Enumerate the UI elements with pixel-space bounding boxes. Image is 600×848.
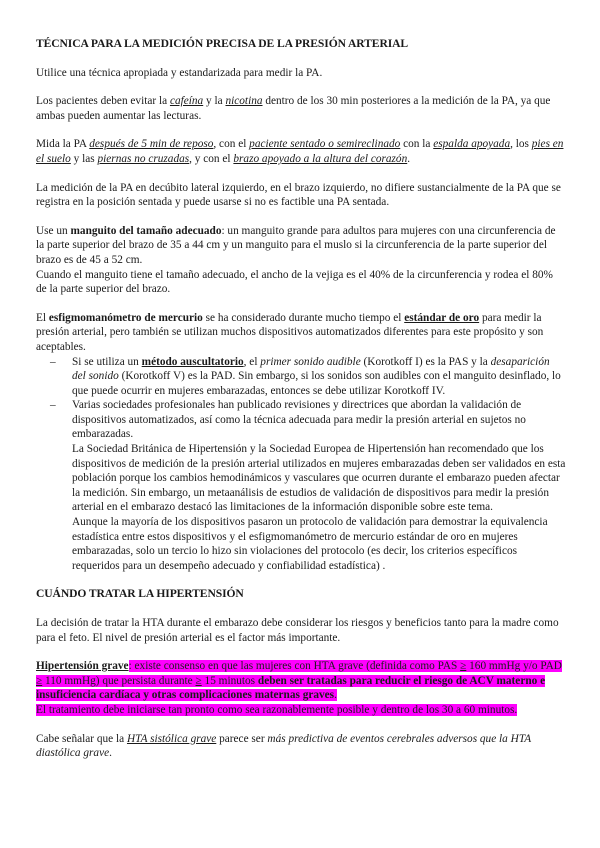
paragraph-avoid-stimulants	[36, 94, 566, 123]
text-run: .	[109, 747, 112, 760]
text-run: (Korotkoff V) es la PAD. Sin embargo, si los sonidos son audibles con el manguito desinflado, lo que puede ocurrir en mujeres embarazadas, entonces se debe utilizar Korotkoff IV.	[72, 370, 561, 397]
text-run: , con el	[213, 138, 250, 151]
paragraph-intro: Utilice una técnica apropiada y estandarizada para medir la PA.	[36, 66, 323, 79]
list-item-validation	[72, 398, 566, 573]
term-auscultatory-method: método auscultatorio	[141, 355, 244, 368]
paragraph-cuff-size	[36, 224, 566, 268]
term-caffeine: cafeína	[169, 95, 204, 108]
text-run: .	[334, 689, 337, 702]
text-run: Mida la PA	[36, 138, 90, 151]
text-run: : existe consenso en que las mujeres con HTA grave (definida como PAS	[128, 660, 461, 673]
term-arm-heart-level: brazo apoyado a la altura del corazón	[233, 152, 408, 165]
text-run: 110 mmHg) que persista durante	[42, 674, 196, 687]
text-run: y la	[203, 95, 226, 108]
term-sound-disappearance: desaparición del sonido	[72, 355, 550, 383]
term-legs-uncrossed: piernas no cruzadas	[97, 152, 190, 165]
text-run: , los	[510, 138, 532, 151]
text-run: , el	[243, 355, 261, 368]
text-run: se ha considerado durante mucho tiempo el	[202, 311, 405, 324]
text-run: : un manguito grande para adultos para mujeres con una circunferencia de la parte superior del brazo de 35 a 44 cm y un manguito para el muslo si la circunferencia de la parte superior del brazo es de 45 a 52 cm.	[36, 224, 556, 266]
term-first-sound: primer sonido audible	[260, 355, 361, 368]
text-run: Use un	[36, 224, 71, 237]
term-gold-standard: estándar de oro	[404, 311, 480, 324]
paragraph-severe-hypertension	[36, 659, 566, 703]
term-back-supported: espalda apoyada	[433, 138, 511, 151]
text-run: dentro de los 30 min posteriores a la medición de la PA, ya que ambas pueden aumentar las lecturas.	[36, 95, 551, 122]
document-page	[36, 37, 566, 761]
term-severe-systolic: HTA sistólica grave	[126, 732, 217, 745]
text-run: .	[407, 152, 411, 165]
text-run: para medir la presión arterial, pero también se utilizan muchos dispositivos automatizados diferentes para este propósito y son aceptables.	[36, 311, 544, 353]
text-run: 160 mmHg y/o PAD	[466, 660, 562, 673]
text-run: El	[36, 311, 49, 324]
text-run: Los pacientes deben evitar la	[36, 95, 170, 108]
symbol-geq: ≥	[36, 674, 43, 687]
section-title-when-to-treat: CUÁNDO TRATAR LA HIPERTENSIÓN	[36, 587, 244, 601]
paragraph-sphygmomanometer	[36, 311, 566, 355]
term-predictive-note: más predictiva de eventos cerebrales adversos que la HTA diastólica grave	[36, 732, 531, 760]
section-title-technique: TÉCNICA PARA LA MEDICIÓN PRECISA DE LA PRESIÓN ARTERIAL	[36, 37, 409, 50]
paragraph-measure-position	[36, 137, 566, 166]
text-run: 15 minutos	[201, 674, 258, 687]
text-run: parece ser	[216, 732, 268, 745]
paragraph-lateral-position: La medición de la PA en decúbito lateral izquierdo, en el brazo izquierdo, no difiere sustancialmente de la PA que se registra en la posición sentada y puede usarse si no es factible una PA sentada.	[36, 181, 561, 209]
term-mercury-sphygmomanometer: esfigmomanómetro de mercurio	[48, 311, 203, 324]
validation-paragraph-3: Aunque la mayoría de los dispositivos pasaron un protocolo de validación para demostrar la equivalencia estadística entre estos dispositivos y el esfigmomanómetro de mercurio estándar de oro en mujeres embarazadas, solo un tercio lo hizo sin violaciones del protocolo (es decir, los criterios específicos requeridos para un desempeño adecuado y confiabilidad estadística) .	[72, 516, 548, 572]
list-item-auscultatory	[72, 355, 566, 399]
paragraph-systolic-note	[36, 732, 566, 761]
validation-paragraph-2: La Sociedad Británica de Hipertensión y la Sociedad Europea de Hipertensión han recomendado que los dispositivos de medición de la presión arterial utilizados en mujeres embarazadas deben ser validados en esta población porque los cambios hemodinámicos y vasculares que ocurren durante el embarazo pueden afectar la medición. Sin embargo, un metaanálisis de estudios de validación de dispositivos para medir la presión arterial en el embarazo destacó las limitaciones de la información disponible sobre este tema.	[72, 443, 566, 514]
term-after-rest: después de 5 min de reposo	[89, 138, 214, 151]
symbol-geq: ≥	[195, 674, 202, 687]
text-run: (Korotkoff I) es la PAS y la	[360, 355, 491, 368]
term-feet-floor: pies en el suelo	[36, 138, 564, 165]
text-run: con la	[400, 138, 434, 151]
symbol-geq: ≥	[460, 660, 467, 673]
term-seated: paciente sentado o semireclinado	[249, 138, 401, 151]
term-nicotine: nicotina	[225, 95, 263, 108]
paragraph-treatment-decision: La decisión de tratar la HTA durante el embarazo debe considerar los riesgos y beneficios tanto para la madre como para el feto. El nivel de presión arterial es el factor más importante.	[36, 617, 559, 644]
text-run: Cabe señalar que la	[36, 732, 127, 745]
highlighted-text: El tratamiento debe iniciarse tan pronto como sea razonablemente posible y dentro de los 30 a 60 minutos.	[36, 703, 518, 716]
text-run: y las	[70, 152, 98, 165]
technique-list	[36, 355, 566, 574]
paragraph-treatment-timing	[36, 703, 566, 718]
paragraph-cuff-bladder: Cuando el manguito tiene el tamaño adecuado, el ancho de la vejiga es el 40% de la circunferencia y rodea el 80% de la parte superior del brazo.	[36, 268, 553, 296]
highlighted-bold-text: deben ser tratadas para reducir el riesgo de ACV materno e insuficiencia cardíaca y otras complicaciones maternas graves	[36, 674, 546, 702]
term-severe-hypertension: Hipertensión grave	[36, 660, 129, 673]
validation-paragraph-1: – Varias sociedades profesionales han publicado revisiones y directrices que abordan la validación de dispositivos automatizados, así como la técnica adecuada para medir la presión arterial en sujetos no embarazadas.	[72, 399, 526, 441]
term-cuff-size: manguito del tamaño adecuado	[70, 224, 222, 237]
text-run: Si se utiliza un	[72, 355, 142, 368]
text-run: , y con el	[189, 152, 234, 165]
